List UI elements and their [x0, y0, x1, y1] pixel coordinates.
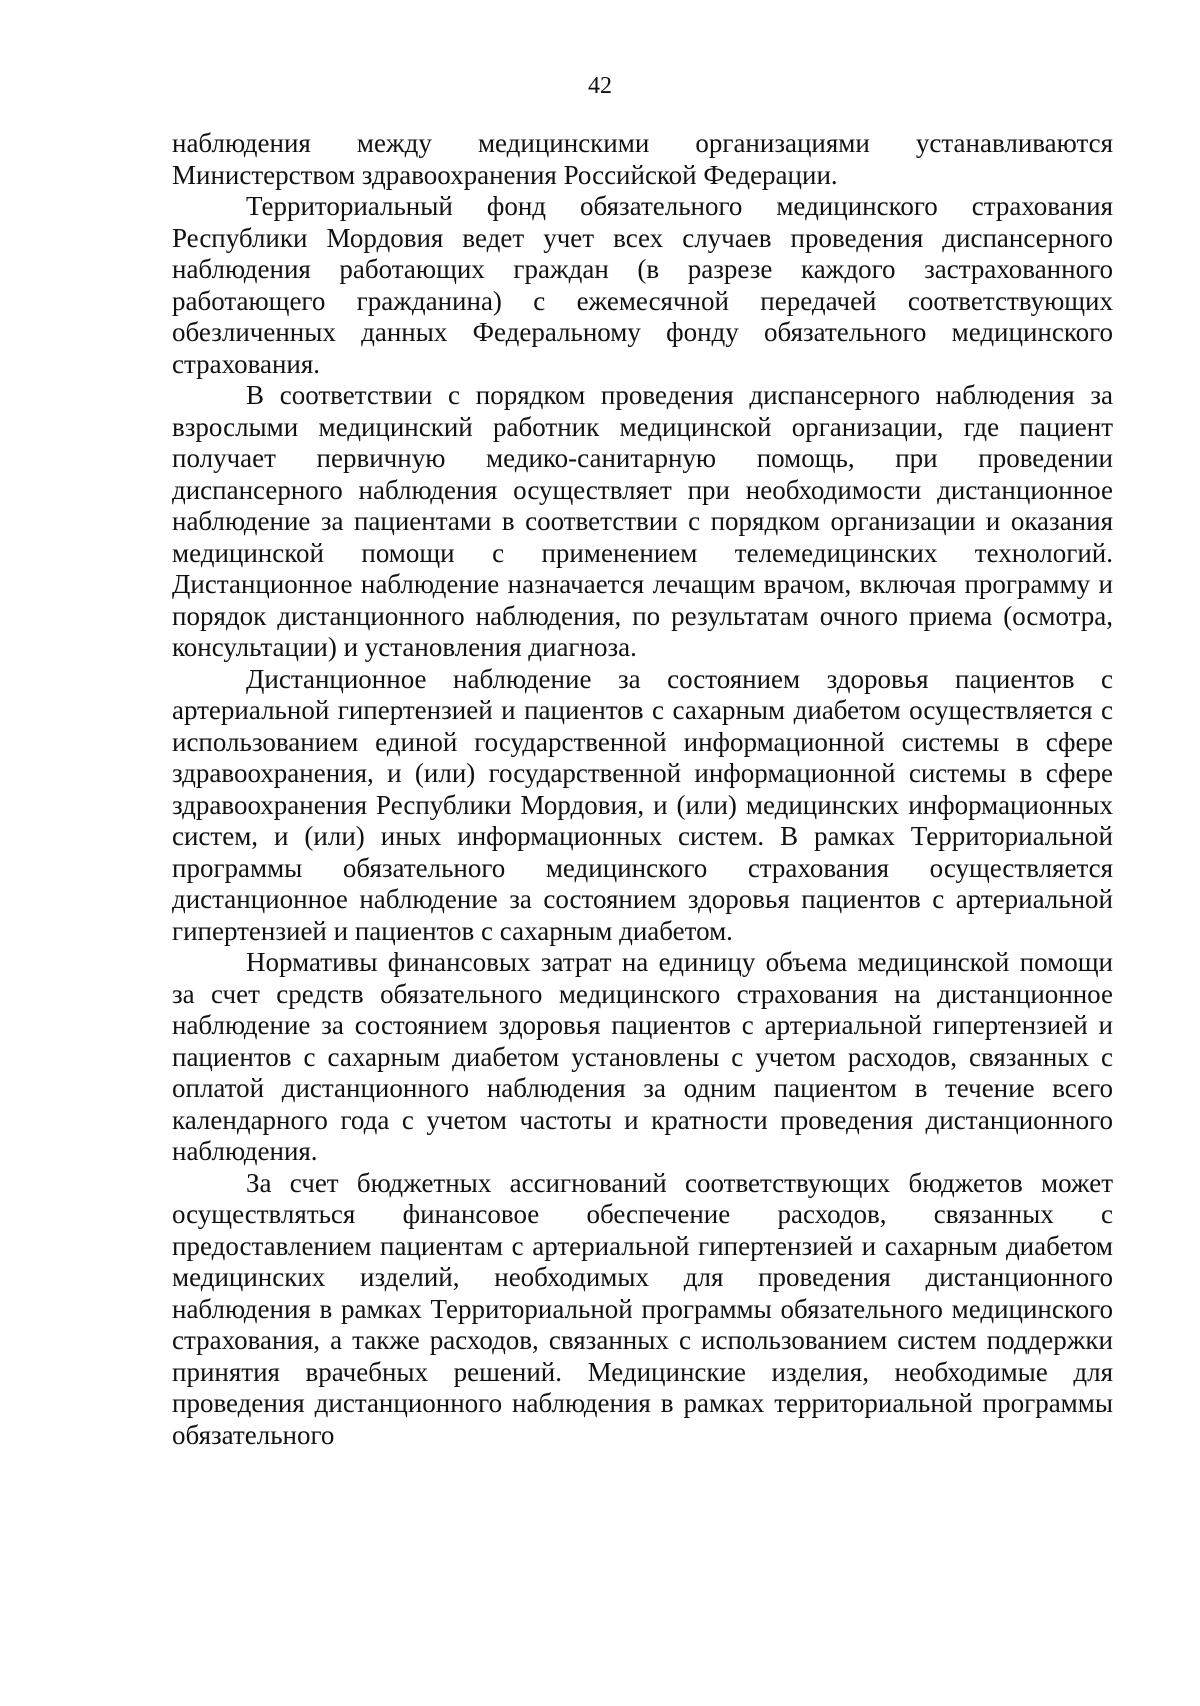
page-number: 42 — [588, 73, 612, 99]
paragraph: Нормативы финансовых затрат на единицу объема медицинской помощи за счет средств обязательного медицинского страхования на дистанционное наблюдение за состоянием здоровья пациентов с артериальной гипертензией и пациентов с сахарным диабетом установлены с учетом расходов, связанных с оплатой дистанционного наблюдения за одним пациентом в течение всего календарного года с учетом частоты и кратности проведения дистанционного наблюдения. — [172, 947, 1113, 1166]
paragraph: В соответствии с порядком проведения диспансерного наблюдения за взрослыми медицинский работник медицинской организации, где пациент получает первичную медико-санитарную помощь, при проведении диспансерного наблюдения осуществляет при необходимости дистанционное наблюдение за пациентами в соответствии с порядком организации и оказания медицинской помощи с применением телемедицинских технологий. Дистанционное наблюдение назначается лечащим врачом, включая программу и порядок дистанционного наблюдения, по результатам очного приема (осмотра, консультации) и установления диагноза. — [172, 380, 1113, 662]
paragraph: Дистанционное наблюдение за состоянием здоровья пациентов с артериальной гипертензией и пациентов с сахарным диабетом осуществляется с использованием единой государственной информационной системы в сфере здравоохранения, и (или) государственной информационной системы в сфере здравоохранения Республики Мордовия, и (или) медицинских информационных систем, и (или) иных информационных систем. В рамках Территориальной программы обязательного медицинского страхования осуществляется дистанционное наблюдение за состоянием здоровья пациентов с артериальной гипертензией и пациентов с сахарным диабетом. — [172, 663, 1113, 946]
paragraph: Территориальный фонд обязательного медицинского страхования Республики Мордовия ведет учет всех случаев проведения диспансерного наблюдения работающих граждан (в разрезе каждого застрахованного работающего гражданина) с ежемесячной передачей соответствующих обезличенных данных Федеральному фонду обязательного медицинского страхования. — [172, 191, 1113, 379]
paragraph: наблюдения между медицинскими организациями устанавливаются Министерством здравоохранения Российской Федерации. — [172, 128, 1113, 190]
document-body — [172, 128, 1113, 1451]
paragraph: За счет бюджетных ассигнований соответствующих бюджетов может осуществляться финансовое обеспечение расходов, связанных с предоставлением пациентам с артериальной гипертензией и сахарным диабетом медицинских изделий, необходимых для проведения дистанционного наблюдения в рамках Территориальной программы обязательного медицинского страхования, а также расходов, связанных с использованием систем поддержки принятия врачебных решений. Медицинские изделия, необходимые для проведения дистанционного наблюдения в рамках территориальной программы обязательного — [172, 1167, 1113, 1450]
